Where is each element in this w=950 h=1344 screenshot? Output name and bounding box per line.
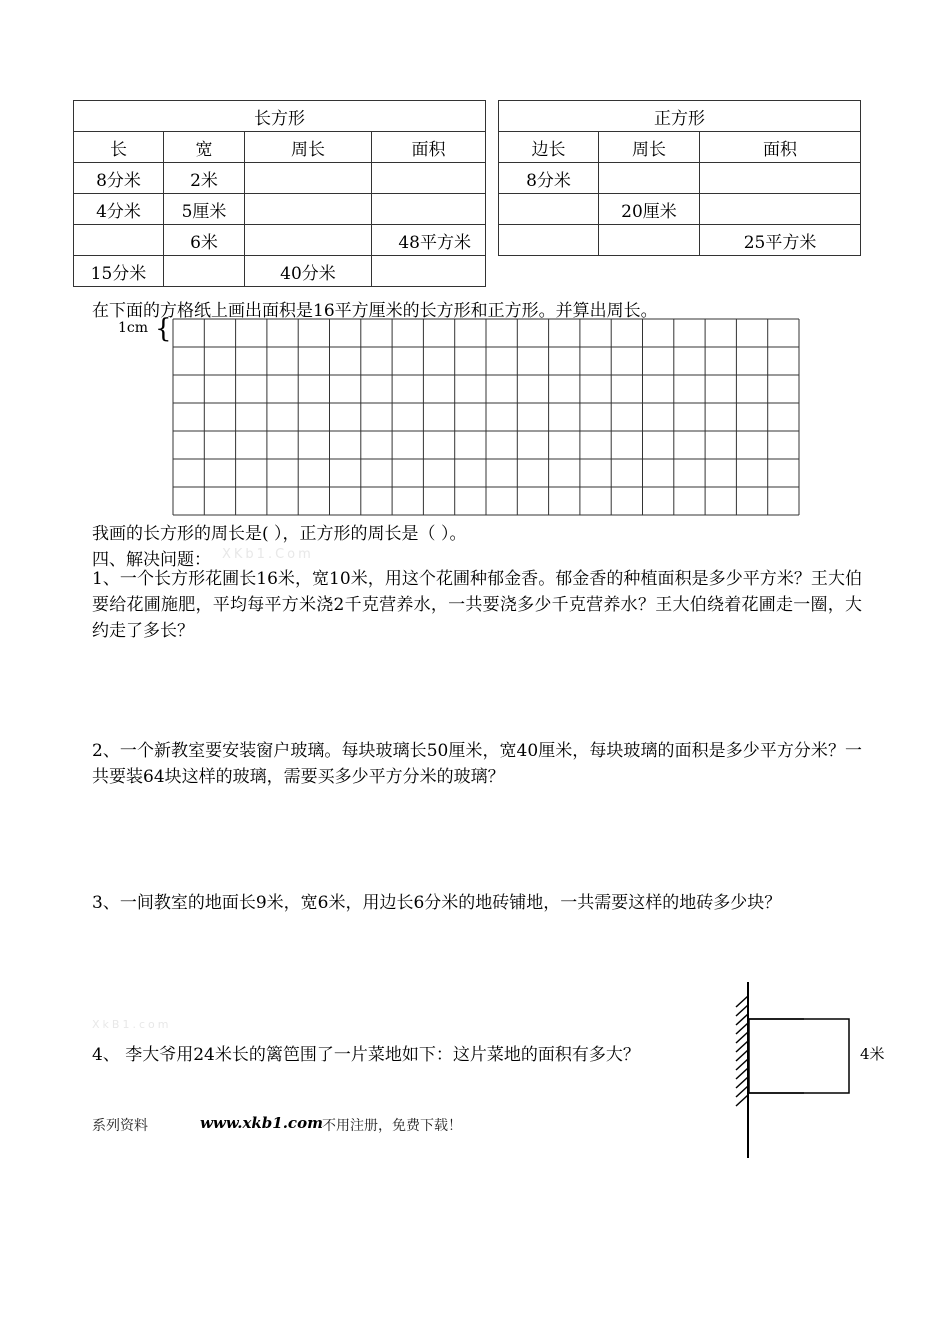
answer-cell[interactable]	[245, 194, 372, 225]
footer-site-link[interactable]: www.xkb1.com	[200, 1114, 323, 1132]
table-cell: 25平方米	[700, 225, 861, 256]
diagram-side-label: 4米	[860, 1045, 885, 1063]
answer-cell[interactable]	[499, 225, 599, 256]
graph-paper-grid[interactable]	[172, 318, 800, 516]
header-cell: 周长	[599, 132, 700, 163]
wall-hatch	[736, 996, 748, 1007]
wall-hatch	[736, 1023, 748, 1034]
answer-cell[interactable]	[599, 225, 700, 256]
table-cell: 15分米	[74, 256, 164, 287]
header-cell: 宽	[164, 132, 245, 163]
answer-cell[interactable]	[245, 225, 372, 256]
square-table-title: 正方形	[499, 101, 861, 132]
problem-4: 4、 李大爷用24米长的篱笆围了一片菜地如下：这片菜地的面积有多大？	[92, 1045, 640, 1065]
perimeter-answer-line: 我画的长方形的周长是( ），正方形的周长是（ ）。	[92, 524, 467, 544]
problem-2: 2、一个新教室要安装窗户玻璃。每块玻璃长50厘米，宽40厘米，每块玻璃的面积是多少平方分米？一共要装64块这样的玻璃，需要买多少平方分米的玻璃？	[92, 741, 862, 787]
wall-hatch	[736, 1095, 748, 1106]
wall-hatch	[736, 1086, 748, 1097]
answer-cell[interactable]	[245, 163, 372, 194]
answer-cell[interactable]	[499, 194, 599, 225]
table-cell: 8分米	[74, 163, 164, 194]
header-cell: 面积	[700, 132, 861, 163]
watermark: XKb1.Com	[222, 547, 314, 562]
answer-cell[interactable]	[599, 163, 700, 194]
wall-hatch	[736, 1005, 748, 1016]
table-cell: 6米	[164, 225, 245, 256]
wall-hatch	[736, 1050, 748, 1061]
wall-hatch	[736, 1059, 748, 1070]
answer-cell[interactable]	[700, 163, 861, 194]
header-cell: 边长	[499, 132, 599, 163]
answer-cell[interactable]	[372, 256, 486, 287]
table-cell: 4分米	[74, 194, 164, 225]
table-cell: 20厘米	[599, 194, 700, 225]
footer-note: 不用注册，免费下载！	[322, 1118, 462, 1134]
rectangle-table	[73, 100, 486, 287]
footer-series-label: 系列资料	[92, 1118, 148, 1134]
table-cell: 48平方米	[372, 225, 486, 256]
table-cell: 2米	[164, 163, 245, 194]
garden-rectangle	[748, 1018, 852, 1096]
grid-instruction: 在下面的方格纸上画出面积是16平方厘米的长方形和正方形。并算出周长。	[92, 301, 658, 321]
wall-hatch	[736, 1032, 748, 1043]
header-cell: 面积	[372, 132, 486, 163]
problem-3: 3、一间教室的地面长9米，宽6米，用边长6分米的地砖铺地，一共需要这样的地砖多少块？	[92, 893, 782, 913]
section-heading: 四、解决问题：	[92, 550, 211, 570]
wall-hatch	[736, 1041, 748, 1052]
wall-hatch	[736, 1014, 748, 1025]
answer-cell[interactable]	[372, 194, 486, 225]
wall-hatch	[736, 1068, 748, 1079]
answer-cell[interactable]	[164, 256, 245, 287]
table-cell: 5厘米	[164, 194, 245, 225]
table-cell: 40分米	[245, 256, 372, 287]
answer-cell[interactable]	[372, 163, 486, 194]
answer-cell[interactable]	[74, 225, 164, 256]
brace-icon: {	[155, 314, 172, 344]
grid-scale-label: 1cm	[118, 320, 149, 336]
rectangle-table-title: 长方形	[74, 101, 486, 132]
wall-hatch	[736, 1077, 748, 1088]
header-cell: 长	[74, 132, 164, 163]
square-table	[498, 100, 861, 256]
table-cell: 8分米	[499, 163, 599, 194]
watermark: XkB1.com	[92, 1018, 172, 1031]
header-cell: 周长	[245, 132, 372, 163]
problem-1: 1、一个长方形花圃长16米，宽10米，用这个花圃种郁金香。郁金香的种植面积是多少平方米？王大伯要给花圃施肥，平均每平方米浇2千克营养水，一共要浇多少千克营养水？王大伯绕着花圃走一圈，大约走了多长？	[92, 569, 862, 641]
answer-cell[interactable]	[700, 194, 861, 225]
